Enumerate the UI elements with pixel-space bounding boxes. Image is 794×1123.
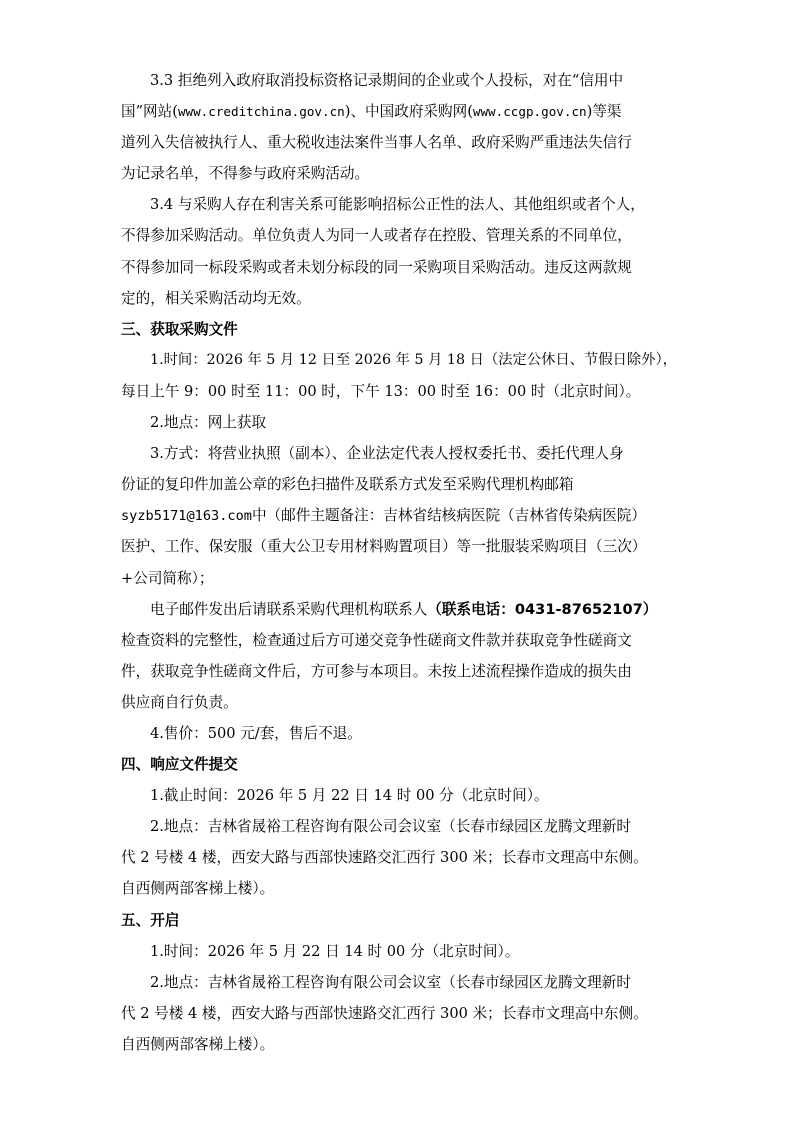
section-3-email-line-2: 检查资料的完整性，检查通过后方可递交竞争性磋商文件款并获取竞争性磋商文 (121, 631, 632, 649)
clause-3-4-line-4: 定的，相关采购活动均无效。 (121, 289, 311, 307)
email-address: syzb5171@163.com (121, 508, 252, 525)
document-body (121, 65, 677, 1060)
creditchina-url: www.creditchina.gov.cn (177, 104, 345, 120)
section-3-method-line-3 (121, 500, 677, 531)
section-5-place-line-1: 2.地点：吉林省晟裕工程咨询有限公司会议室（长春市绿园区龙腾文理新时 (150, 973, 631, 991)
clause-3-3-line-3: 道列入失信被执行人、重大税收违法案件当事人名单、政府采购严重违法失信行 (121, 134, 632, 152)
clause-3-3-line-2 (121, 96, 677, 127)
clause-3-3-line-1: 3.3 拒绝列入政府取消投标资格记录期间的企业或个人投标，对在“信用中 (150, 72, 624, 89)
section-3-method-line-4: 医护、工作、保安服（重大公卫专用材料购置项目）等一批服装采购项目（三次） (121, 538, 647, 556)
clause-3-4-line-1: 3.4 与采购人存在利害关系可能影响招标公正性的法人、其他组织或者个人， (150, 196, 645, 214)
section-3-method-line-5: +公司简称）； (121, 569, 214, 587)
ccgp-url: www.ccgp.gov.cn (472, 104, 587, 120)
clause-3-4-line-2: 不得参加采购活动。单位负责人为同一人或者存在控股、管理关系的不同单位， (121, 227, 632, 245)
section-3-time-line-2: 每日上午 9：00 时至 11：00 时，下午 13：00 时至 16：00 时（北京时间）。 (121, 382, 641, 400)
section-5-place-line-2: 代 2 号楼 4 楼，西安大路与西部快速路交汇西行 300 米；长春市文理高中东侧。 (121, 1004, 648, 1022)
section-3-method-line-1: 3.方式：将营业执照（副本）、企业法定代表人授权委托书、委托代理人身 (150, 445, 624, 463)
clause-3-3-line-4: 为记录名单，不得参与政府采购活动。 (121, 165, 370, 183)
section-3-method-line-2: 份证的复印件加盖公章的彩色扫描件及联系方式发至采购代理机构邮箱 (121, 476, 574, 494)
section-5-place-line-3: 自西侧两部客梯上楼）。 (121, 1035, 275, 1053)
section-3-place: 2.地点：网上获取 (150, 414, 267, 432)
section-4-heading: 四、响应文件提交 (121, 756, 238, 774)
section-3-price: 4.售价：500 元/套，售后不退。 (150, 724, 362, 742)
clause-3-4-line-3: 不得参加同一标段采购或者未划分标段的同一采购项目采购活动。违反这两款规 (121, 258, 632, 276)
section-3-email-line-3: 件，获取竞争性磋商文件后，方可参与本项目。未按上述流程操作造成的损失由 (121, 662, 632, 680)
clause-3-3-text: 国”网站( (121, 103, 178, 121)
section-3-email-text: 电子邮件发出后请联系采购代理机构联系人 (150, 600, 428, 618)
contact-phone: （联系电话：0431-87652107） (427, 600, 658, 618)
section-3-method-text: 中（邮件主题备注：吉林省结核病医院（吉林省传染病医院） (251, 507, 646, 525)
clause-3-3-text: )、中国政府采购网( (344, 103, 473, 121)
section-5-time: 1.时间：2026 年 5 月 22 日 14 时 00 分（北京时间）。 (150, 942, 520, 960)
section-3-time-line-1: 1.时间：2026 年 5 月 12 日至 2026 年 5 月 18 日（法定公休日、节假日除外）， (150, 351, 677, 368)
section-4-place-line-3: 自西侧两部客梯上楼）。 (121, 880, 275, 898)
section-3-email-line-1 (121, 594, 677, 625)
section-3-heading: 三、获取采购文件 (121, 320, 238, 338)
section-4-place-line-2: 代 2 号楼 4 楼，西安大路与西部快速路交汇西行 300 米；长春市文理高中东侧。 (121, 849, 648, 867)
section-3-email-line-4: 供应商自行负责。 (121, 693, 238, 711)
clause-3-3-text: )等渠 (586, 103, 622, 121)
section-4-place-line-1: 2.地点：吉林省晟裕工程咨询有限公司会议室（长春市绿园区龙腾文理新时 (150, 818, 631, 836)
section-5-heading: 五、开启 (121, 911, 180, 929)
section-4-deadline: 1.截止时间：2026 年 5 月 22 日 14 时 00 分（北京时间）。 (150, 787, 549, 805)
